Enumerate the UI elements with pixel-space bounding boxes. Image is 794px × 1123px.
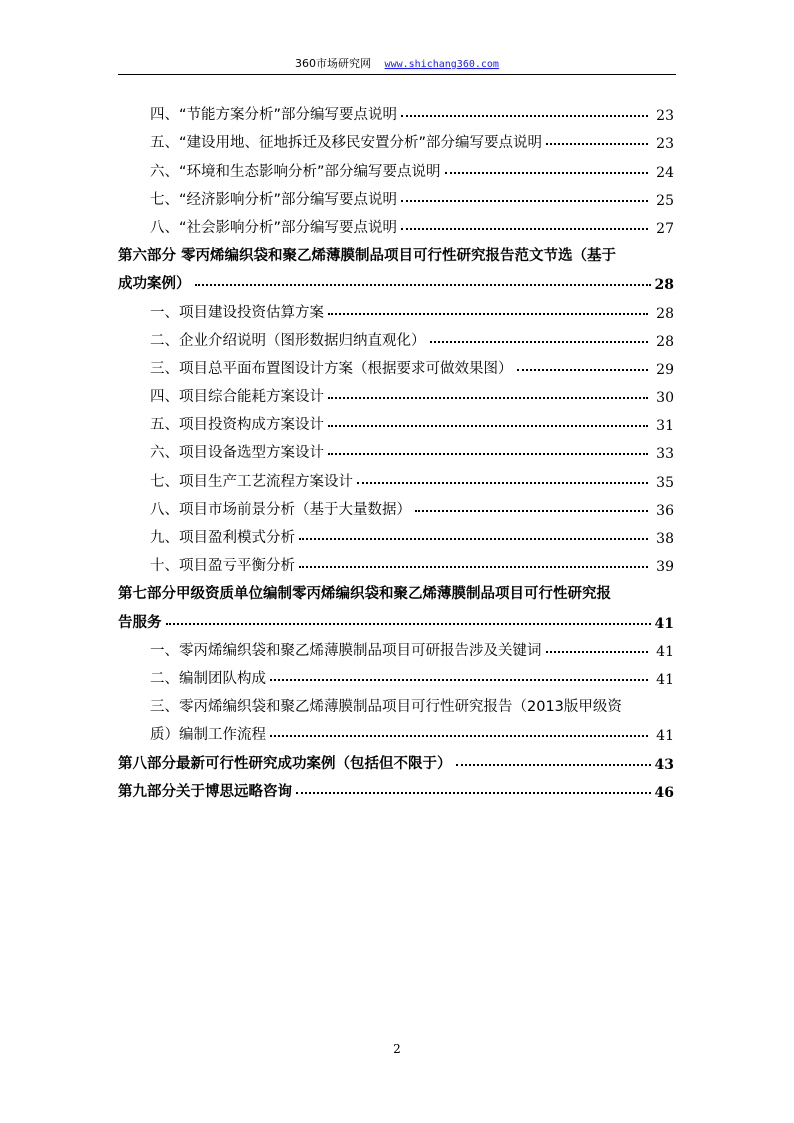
toc-entry[interactable] xyxy=(118,293,674,321)
page-header xyxy=(118,56,676,75)
toc-entry[interactable] xyxy=(118,632,674,660)
toc-page-number: 36 xyxy=(656,502,674,519)
toc-page-number: 41 xyxy=(656,671,674,688)
toc-entry[interactable] xyxy=(118,96,674,124)
dot-leader xyxy=(270,735,648,737)
site-name: 360市场研究网 xyxy=(295,57,372,70)
dot-leader xyxy=(270,679,648,681)
dot-leader xyxy=(357,482,648,484)
toc-entry[interactable] xyxy=(118,462,674,490)
toc-entry-label: 九、项目盈利模式分析 xyxy=(150,530,295,546)
toc-entry[interactable] xyxy=(118,322,674,350)
toc-entry[interactable] xyxy=(118,406,674,434)
dot-leader xyxy=(401,228,648,230)
toc-entry-label: 八、“社会影响分析”部分编写要点说明 xyxy=(150,219,398,236)
toc-part-entry[interactable] xyxy=(118,744,674,772)
toc-entry-first-line[interactable]: 三、零丙烯编织袋和聚乙烯薄膜制品项目可行性研究报告（2013版甲级资 xyxy=(150,699,622,716)
toc-entry-first-line[interactable]: 第七部分甲级资质单位编制零丙烯编织袋和聚乙烯薄膜制品项目可行性研究报 xyxy=(118,586,611,603)
toc-entry[interactable] xyxy=(118,434,674,462)
dot-leader xyxy=(299,538,648,540)
toc-page-number: 30 xyxy=(656,390,674,407)
toc-entry[interactable] xyxy=(118,124,674,152)
toc-page-number: 27 xyxy=(656,220,674,237)
page-number: 2 xyxy=(393,1042,401,1056)
toc-entry-label: 七、“经济影响分析”部分编写要点说明 xyxy=(150,191,398,208)
toc-entry-label: 四、项目综合能耗方案设计 xyxy=(150,389,324,406)
toc-entry[interactable] xyxy=(118,181,674,209)
toc-entry-label: 七、项目生产工艺流程方案设计 xyxy=(150,473,353,490)
toc-part-entry[interactable] xyxy=(118,773,674,801)
toc-entry-label: 质）编制工作流程 xyxy=(150,727,266,744)
toc-entry-label: 四、“节能方案分析”部分编写要点说明 xyxy=(150,107,398,124)
toc-entry[interactable] xyxy=(118,378,674,406)
toc-page-number: 41 xyxy=(656,643,674,660)
toc-entry-label: 六、项目设备选型方案设计 xyxy=(150,445,324,462)
toc-part-entry[interactable] xyxy=(118,603,674,631)
toc-entry[interactable] xyxy=(118,660,674,688)
toc-page-number: 23 xyxy=(656,108,674,125)
toc-entry[interactable] xyxy=(118,716,674,744)
toc-entry-label: 一、零丙烯编织袋和聚乙烯薄膜制品项目可研报告涉及关键词 xyxy=(150,642,542,659)
toc-page-number: 39 xyxy=(656,559,674,576)
toc-page-number: 41 xyxy=(654,615,674,632)
dot-leader xyxy=(166,623,651,625)
toc-entry-label: 五、“建设用地、征地拆迁及移民安置分析”部分编写要点说明 xyxy=(150,135,543,152)
toc-entry-label: 十、项目盈亏平衡分析 xyxy=(150,558,295,575)
dot-leader xyxy=(328,313,648,315)
dot-leader xyxy=(328,425,648,427)
site-url-link[interactable]: www.shichang360.com xyxy=(384,59,499,70)
toc-entry-label: 六、“环境和生态影响分析”部分编写要点说明 xyxy=(150,163,441,180)
dot-leader xyxy=(430,341,649,343)
toc-entry[interactable] xyxy=(118,519,674,547)
dot-leader xyxy=(401,200,648,202)
dot-leader xyxy=(517,369,649,371)
table-of-contents xyxy=(118,96,674,801)
toc-entry[interactable] xyxy=(118,209,674,237)
toc-page-number: 33 xyxy=(656,446,674,463)
toc-page-number: 28 xyxy=(656,333,674,350)
toc-entry-label: 成功案例） xyxy=(118,276,191,293)
toc-entry[interactable] xyxy=(118,350,674,378)
toc-entry-label: 二、企业介绍说明（图形数据归纳直观化） xyxy=(150,332,426,349)
toc-entry-label: 三、项目总平面布置图设计方案（根据要求可做效果图） xyxy=(150,360,513,377)
dot-leader xyxy=(546,651,649,653)
toc-page-number: 24 xyxy=(656,164,674,181)
toc-page-number: 41 xyxy=(656,728,674,745)
toc-entry-label: 八、项目市场前景分析（基于大量数据） xyxy=(150,501,411,518)
dot-leader xyxy=(299,566,648,568)
toc-page-number: 25 xyxy=(656,192,674,209)
toc-entry-label: 第八部分最新可行性研究成功案例（包括但不限于） xyxy=(118,755,452,772)
dot-leader xyxy=(328,397,648,399)
dot-leader xyxy=(296,792,651,794)
toc-entry[interactable] xyxy=(118,547,674,575)
toc-page-number: 31 xyxy=(656,418,674,435)
toc-entry-label: 五、项目投资构成方案设计 xyxy=(150,417,324,434)
toc-entry-label: 第九部分关于博思远略咨询 xyxy=(118,783,292,800)
toc-page-number: 46 xyxy=(654,784,674,801)
toc-entry-label: 告服务 xyxy=(118,614,162,631)
toc-page-number: 43 xyxy=(654,756,674,773)
dot-leader xyxy=(415,510,648,512)
toc-page-number: 38 xyxy=(656,531,674,547)
dot-leader xyxy=(456,764,651,766)
dot-leader xyxy=(445,172,648,174)
dot-leader xyxy=(328,453,648,455)
dot-leader xyxy=(546,143,648,145)
toc-entry-label: 二、编制团队构成 xyxy=(150,670,266,687)
toc-page-number: 35 xyxy=(656,474,674,491)
toc-page-number: 28 xyxy=(656,305,674,322)
toc-entry[interactable] xyxy=(118,152,674,180)
toc-entry[interactable] xyxy=(118,491,674,519)
toc-part-entry[interactable] xyxy=(118,265,674,293)
toc-entry-label: 一、项目建设投资估算方案 xyxy=(150,304,324,321)
toc-page-number: 28 xyxy=(654,277,674,294)
dot-leader xyxy=(195,284,651,286)
toc-entry-first-line[interactable]: 第六部分 零丙烯编织袋和聚乙烯薄膜制品项目可行性研究报告范文节选（基于 xyxy=(118,248,617,265)
dot-leader xyxy=(401,115,648,117)
toc-page-number: 23 xyxy=(656,136,674,153)
toc-page-number: 29 xyxy=(656,361,674,378)
